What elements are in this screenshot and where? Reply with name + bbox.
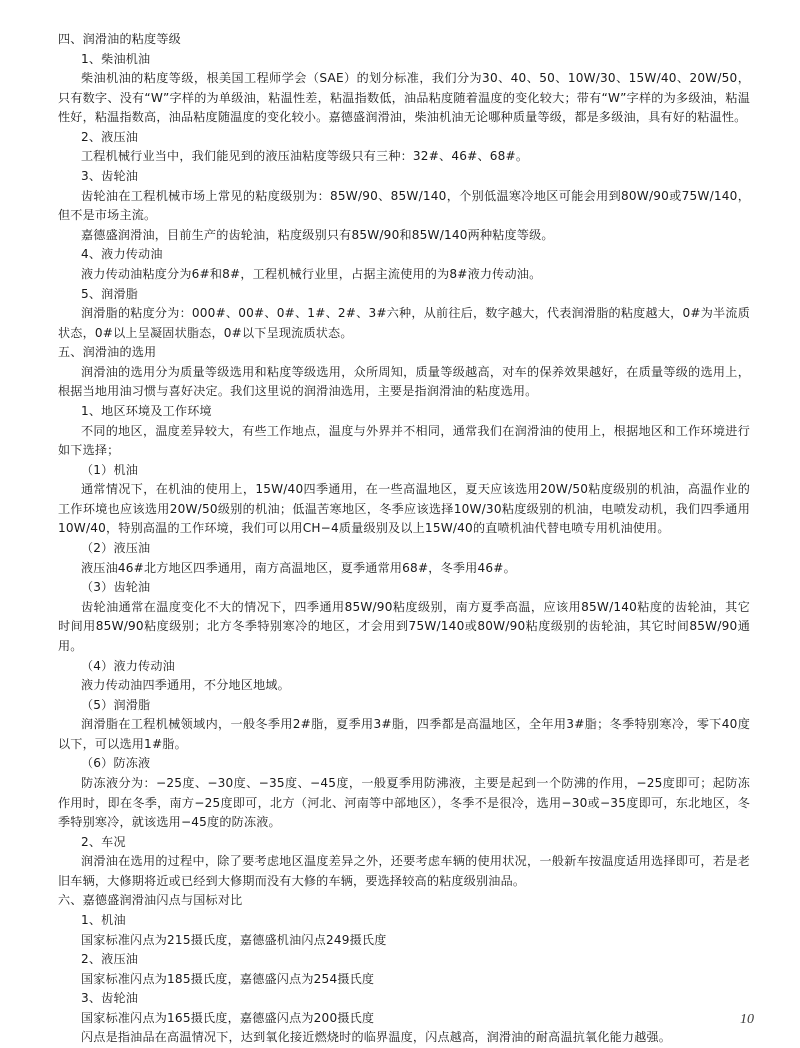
sub-heading: 1、柴油机油 — [80, 51, 151, 66]
body-paragraph: 工程机械行业当中，我们能见到的液压油粘度等级只有三种：32#、46#、68#。 — [80, 149, 529, 164]
sub-heading: 2、车况 — [80, 834, 126, 849]
sub-heading: （1）机油 — [80, 462, 139, 477]
body-paragraph: 闪点是指油品在高温情况下，达到氧化接近燃烧时的临界温度，闪点越高，润滑油的耐高温抗氧化能力越强。 — [80, 1030, 672, 1045]
body-paragraph: 液力传动油粘度分为6#和8#，工程机械行业里，占据主流使用的为8#液力传动油。 — [80, 266, 542, 281]
sub-heading: 2、液压油 — [80, 952, 139, 967]
body-paragraph: 国家标准闪点为185摄氏度，嘉德盛闪点为254摄氏度 — [80, 971, 375, 986]
body-paragraph: 通常情况下，在机油的使用上，15W/40四季通用，在一些高温地区，夏天应该选用20W/50粘度级别的机油，高温作业的工作环境也应该选用20W/50级别的机油；低温苦寒地区，冬季应该选择10W/30粘度级别的机油，电喷发动机，我们四季通用10W/40，特别高温的工作环境，我们可以用CH−4质量级别及以上15W/40的直喷机油代替电喷专用机油使用。 — [58, 482, 750, 536]
sub-heading: 2、液压油 — [80, 129, 139, 144]
body-paragraph: 不同的地区，温度差异较大，有些工作地点，温度与外界并不相同，通常我们在润滑油的使用上，根据地区和工作环境进行如下选择； — [58, 423, 750, 458]
section-heading: 六、嘉德盛润滑油闪点与国标对比 — [58, 893, 243, 908]
body-paragraph: 柴油机油的粘度等级，根美国工程师学会（SAE）的划分标准，我们分为30、40、50、10W/30、15W/40、20W/50，只有数字、没有“W”字样的为单级油，粘温性差，粘温指数低，油品粘度随着温度的变化较大；带有“W”字样的为多级油，粘温性好，粘温指数高，油品粘度随温度的变化较小。嘉德盛润滑油，柴油机油无论哪种质量等级，都是多级油，具有好的粘温性。 — [58, 71, 750, 125]
sub-heading: （2）液压油 — [80, 541, 151, 556]
sub-heading: （4）液力传动油 — [80, 658, 175, 673]
sub-heading: 4、液力传动油 — [80, 247, 163, 262]
body-paragraph: 润滑油在选用的过程中，除了要考虑地区温度差异之外，还要考虑车辆的使用状况，一般新车按温度适用选择即可，若是老旧车辆，大修期将近或已经到大修期而没有大修的车辆，要选择较高的粘度级别油品。 — [58, 854, 750, 888]
sub-heading: 3、齿轮油 — [80, 169, 139, 184]
body-paragraph: 齿轮油通常在温度变化不大的情况下，四季通用85W/90粘度级别，南方夏季高温，应该用85W/140粘度的齿轮油，其它时间用85W/90粘度级别；北方冬季特别寒冷的地区，才会用到75W/140或80W/90粘度级别的齿轮油，其它时间85W/90通用。 — [58, 599, 750, 653]
sub-heading: （5）润滑脂 — [80, 697, 151, 712]
sub-heading: 3、齿轮油 — [80, 991, 139, 1006]
sub-heading: （6）防冻液 — [80, 756, 151, 771]
body-paragraph: 润滑脂在工程机械领域内，一般冬季用2#脂，夏季用3#脂，四季都是高温地区，全年用3#脂；冬季特别寒冷，零下40度以下，可以选用1#脂。 — [58, 717, 750, 751]
sub-heading: 1、地区环境及工作环境 — [80, 403, 212, 418]
body-paragraph: 润滑脂的粘度分为：000#、00#、0#、1#、2#、3#六种，从前往后，数字越大，代表润滑脂的粘度越大，0#为半流质状态，0#以上呈凝固状脂态，0#以下呈现流质状态。 — [58, 306, 750, 340]
section-heading: 四、润滑油的粘度等级 — [58, 32, 181, 46]
body-paragraph: 国家标准闪点为165摄氏度，嘉德盛闪点为200摄氏度 — [80, 1010, 375, 1025]
body-paragraph: 国家标准闪点为215摄氏度，嘉德盛机油闪点249摄氏度 — [80, 932, 387, 947]
sub-heading: 1、机油 — [80, 913, 126, 928]
body-paragraph: 液压油46#北方地区四季通用，南方高温地区，夏季通常用68#，冬季用46#。 — [80, 560, 516, 575]
sub-heading: （3）齿轮油 — [80, 580, 151, 595]
section-heading: 五、润滑油的选用 — [58, 345, 157, 360]
document-body — [58, 30, 750, 1048]
body-paragraph: 齿轮油在工程机械市场上常见的粘度级别为：85W/90、85W/140，个别低温寒冷地区可能会用到80W/90或75W/140，但不是市场主流。 — [58, 188, 750, 223]
body-paragraph: 润滑油的选用分为质量等级选用和粘度等级选用，众所周知，质量等级越高，对车的保养效果越好，在质量等级的选用上，根据当地用油习惯与喜好决定。我们这里说的润滑油选用，主要是指润滑油的粘度选用。 — [58, 364, 750, 399]
page-number: 10 — [740, 1012, 754, 1027]
body-paragraph: 防冻液分为：−25度、−30度、−35度、−45度，一般夏季用防沸液，主要是起到一个防沸的作用，−25度即可；起防冻作用时，即在冬季，南方−25度即可，北方（河北、河南等中部地区），冬季不是很冷，选用−30或−35度即可，东北地区，冬季特别寒冷，就该选用−45度的防冻液。 — [58, 775, 750, 830]
sub-heading: 5、润滑脂 — [80, 286, 139, 301]
body-paragraph: 嘉德盛润滑油，目前生产的齿轮油，粘度级别只有85W/90和85W/140两种粘度等级。 — [80, 227, 554, 242]
body-paragraph: 液力传动油四季通用，不分地区地域。 — [80, 678, 290, 693]
